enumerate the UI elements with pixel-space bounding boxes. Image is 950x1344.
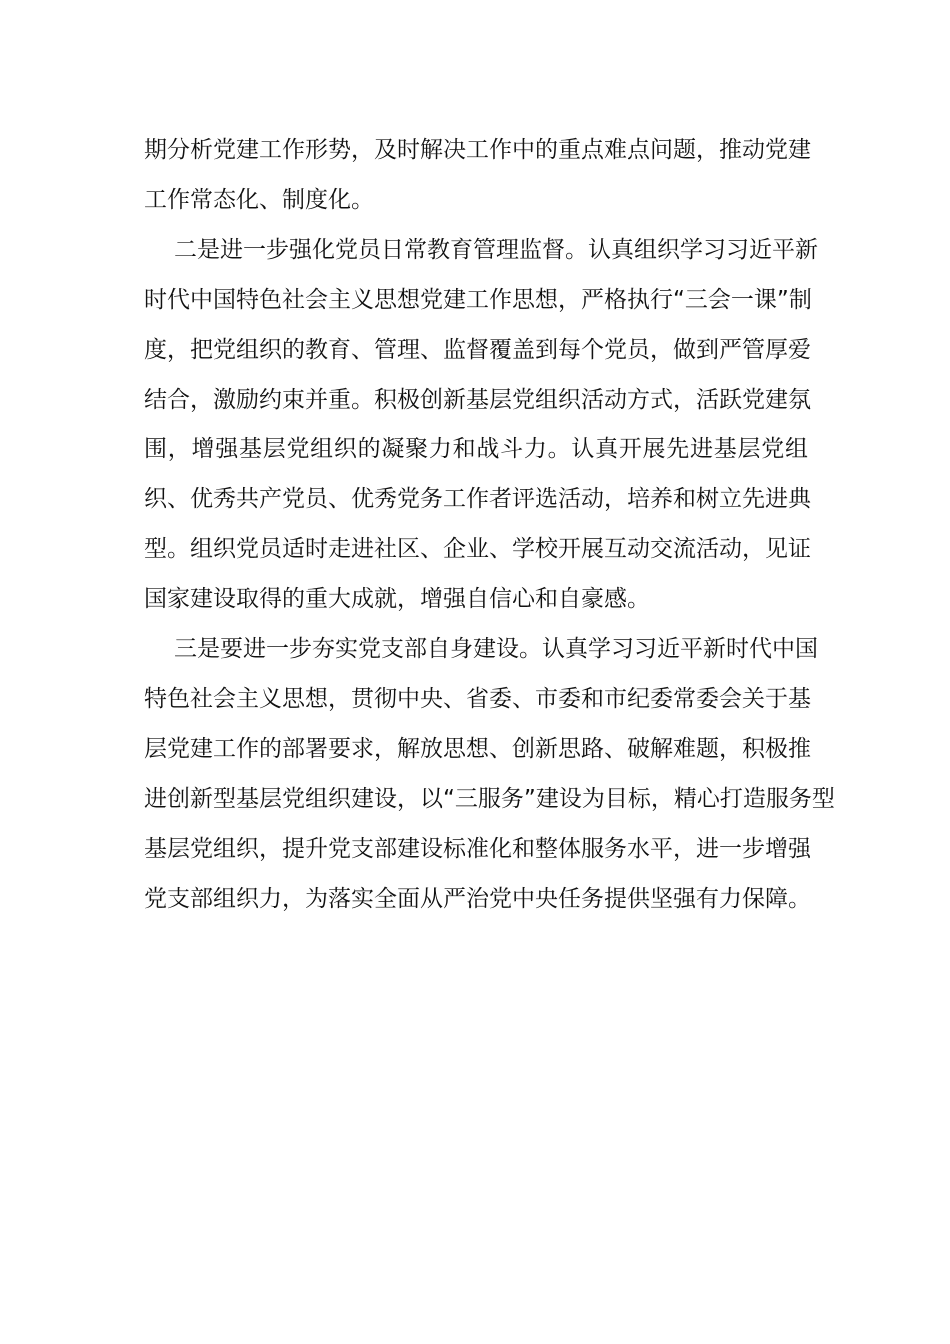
document-body — [144, 126, 835, 925]
paragraph-line: 层党建工作的部署要求，解放思想、创新思路、破解难题，积极推 — [144, 735, 811, 762]
paragraph-line: 围，增强基层党组织的凝聚力和战斗力。认真开展先进基层党组 — [144, 436, 808, 463]
paragraph-line: 特色社会主义思想，贯彻中央、省委、市委和市纪委常委会关于基 — [144, 685, 811, 712]
paragraph-1 — [144, 126, 811, 226]
paragraph-line: 党支部组织力，为落实全面从严治党中央任务提供坚强有力保障。 — [144, 885, 811, 912]
paragraph-line: 型。组织党员适时走进社区、企业、学校开展互动交流活动，见证 — [144, 536, 811, 563]
paragraph-line: 基层党组织，提升党支部建设标准化和整体服务水平，进一步增强 — [144, 835, 811, 862]
paragraph-line: 度，把党组织的教育、管理、监督覆盖到每个党员，做到严管厚爱 — [144, 336, 811, 363]
paragraph-line: 二是进一步强化党员日常教育管理监督。认真组织学习习近平新 — [174, 236, 818, 263]
paragraph-2 — [144, 226, 818, 625]
paragraph-line: 时代中国特色社会主义思想党建工作思想，严格执行“三会一课”制 — [144, 286, 812, 313]
paragraph-line: 进创新型基层党组织建设，以“三服务”建设为目标，精心打造服务型 — [144, 785, 835, 812]
paragraph-line: 三是要进一步夯实党支部自身建设。认真学习习近平新时代中国 — [174, 636, 818, 663]
paragraph-line: 国家建设取得的重大成就，增强自信心和自豪感。 — [144, 586, 650, 613]
paragraph-line: 织、优秀共产党员、优秀党务工作者评选活动，培养和树立先进典 — [144, 486, 811, 513]
paragraph-3 — [144, 625, 835, 924]
paragraph-line: 期分析党建工作形势，及时解决工作中的重点难点问题，推动党建 — [144, 137, 811, 163]
paragraph-line: 结合，激励约束并重。积极创新基层党组织活动方式，活跃党建氛 — [144, 386, 811, 413]
paragraph-line: 工作常态化、制度化。 — [144, 186, 374, 213]
